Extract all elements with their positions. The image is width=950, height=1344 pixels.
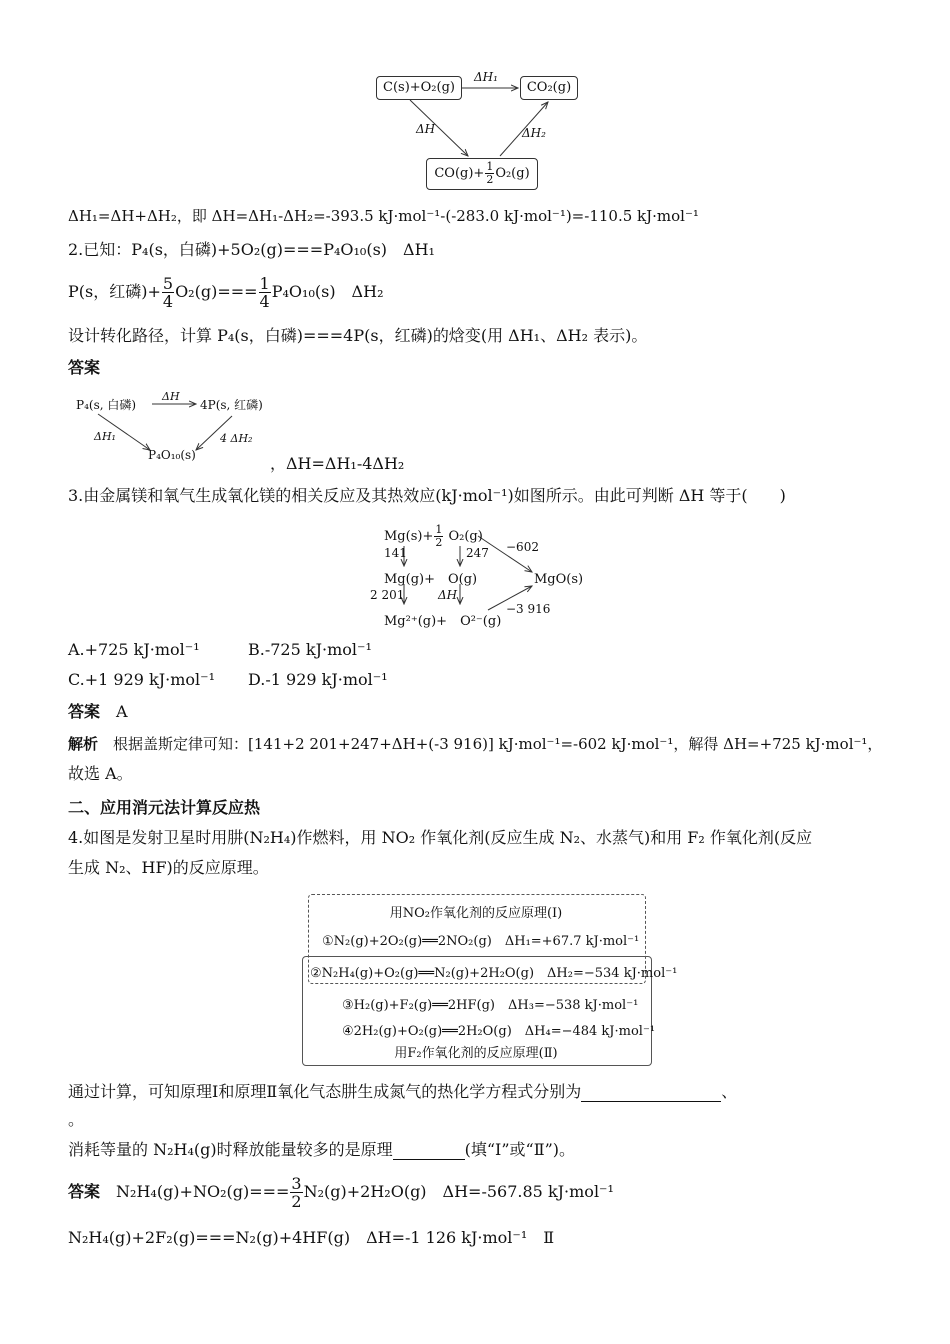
box-title-ii: 用F₂作氧化剂的反应原理(Ⅱ): [394, 1046, 558, 1061]
q4-stem-2: 生成 N₂、HF)的反应原理。: [68, 858, 269, 877]
blank-2[interactable]: [393, 1159, 465, 1160]
q2-diag-left: P₄(s, 白磷): [76, 398, 137, 412]
q3-bottom-row: Mg²⁺(g)+ O²⁻(g): [384, 614, 502, 629]
q4-stem-1: 4.如图是发射卫星时用肼(N₂H₄)作燃料，用 NO₂ 作氧化剂(反应生成 N₂、水蒸气)和用 F₂ 作氧化剂(反应: [68, 828, 813, 847]
q2-answer-text: ，ΔH=ΔH₁-4ΔH₂: [270, 454, 405, 473]
frac-1-num: 1: [259, 274, 270, 293]
q3-answer: [68, 702, 128, 722]
q4-question-3-tail: (填“Ⅰ”或“Ⅱ”)。: [464, 1140, 576, 1159]
q3-label-247: 247: [466, 546, 489, 560]
q3-stem: 3.由金属镁和氧气生成氧化镁的相关反应及其热效应(kJ·mol⁻¹)如图所示。由此可判断 ΔH 等于( ): [68, 486, 786, 505]
q3-option-a: A.+725 kJ·mol⁻¹: [68, 640, 200, 659]
q2-label-dh1: ΔH₁: [94, 430, 116, 443]
reaction-4: ④2H₂(g)+O₂(g)══2H₂O(g) ΔH₄=−484 kJ·mol⁻¹: [342, 1024, 656, 1039]
q3-analysis-2: 故选 A。: [68, 764, 133, 783]
q2-answer-label: 答案: [68, 358, 101, 377]
q3-half-den: 2: [435, 536, 443, 549]
q3-option-d: D.-1 929 kJ·mol⁻¹: [248, 670, 388, 689]
label-dh2: ΔH₂: [522, 126, 546, 140]
q2-question: 设计转化路径，计算 P₄(s，白磷)===4P(s，红磷)的焓变(用 ΔH₁、ΔH₂ 表示)。: [68, 326, 648, 345]
q2-label-4dh2: 4 ΔH₂: [220, 432, 253, 445]
q3-analysis: [68, 734, 882, 754]
node-co2: CO₂(g): [520, 76, 578, 100]
q4-question-3: [68, 1140, 575, 1160]
frac-2-den: 2: [291, 1192, 302, 1211]
frac-5-num: 5: [162, 274, 174, 293]
q3-product: MgO(s): [534, 572, 584, 587]
node-c-o2: C(s)+O₂(g): [376, 76, 462, 100]
q4-answer-label: 答案: [68, 1182, 101, 1201]
blank-1[interactable]: [581, 1101, 721, 1102]
frac-3-num: 3: [291, 1174, 302, 1193]
q2-label-dh: ΔH: [162, 390, 180, 403]
result-line-1: ΔH₁=ΔH+ΔH₂，即 ΔH=ΔH₁-ΔH₂=-393.5 kJ·mol⁻¹-(-283.0 kJ·mol⁻¹)=-110.5 kJ·mol⁻¹: [68, 207, 699, 225]
frac-4-den: 4: [162, 292, 174, 311]
q3-top-o2: O₂(g): [448, 529, 483, 544]
q3-analysis-label: 解析: [68, 735, 99, 753]
q4-question-1: [68, 1082, 737, 1102]
q3-answer-label: 答案: [68, 702, 101, 721]
q4-question-2: 。: [68, 1110, 85, 1129]
reaction-3: ③H₂(g)+F₂(g)══2HF(g) ΔH₃=−538 kJ·mol⁻¹: [342, 998, 639, 1013]
q3-option-c: C.+1 929 kJ·mol⁻¹: [68, 670, 216, 689]
section-heading-2: 二、应用消元法计算反应热: [68, 798, 261, 817]
q4-answer-1: [68, 1172, 614, 1212]
node-co-text: CO(g)+: [434, 166, 485, 181]
half-num: 1: [486, 160, 494, 173]
node-o2-text: O₂(g): [495, 166, 530, 181]
frac-4b-den: 4: [259, 292, 270, 311]
q3-half-num: 1: [435, 523, 443, 536]
reaction-2: ②N₂H₄(g)+O₂(g)══N₂(g)+2H₂O(g) ΔH₂=−534 kJ·mol⁻¹: [310, 966, 678, 981]
label-dh1: ΔH₁: [474, 70, 498, 84]
q2-given-2b: O₂(g)===: [175, 282, 258, 301]
q3-label-3916: −3 916: [506, 602, 551, 616]
q3-label-602: −602: [506, 540, 539, 554]
reaction-1: ①N₂(g)+2O₂(g)══2NO₂(g) ΔH₁=+67.7 kJ·mol⁻¹: [322, 934, 640, 949]
q3-option-b: B.-725 kJ·mol⁻¹: [248, 640, 372, 659]
q4-answer-2: N₂H₄(g)+2F₂(g)===N₂(g)+4HF(g) ΔH=-1 126 kJ·mol⁻¹ Ⅱ: [68, 1228, 555, 1247]
q4-answer-1b: N₂(g)+2H₂O(g) ΔH=-567.85 kJ·mol⁻¹: [303, 1182, 614, 1201]
q3-mid-row: Mg(g)+ O(g): [384, 572, 478, 587]
label-dh: ΔH: [416, 122, 436, 136]
q3-label-2201: 2 201: [370, 588, 405, 602]
q2-given-2c: P₄O₁₀(s) ΔH₂: [271, 282, 384, 301]
q2-given-2a: P(s，红磷)+: [68, 282, 161, 301]
q4-question-3-text: 消耗等量的 N₂H₄(g)时释放能量较多的是原理: [68, 1140, 393, 1159]
q3-label-141: 141: [384, 546, 407, 560]
q3-answer-value: A: [116, 702, 128, 721]
q4-question-1-sep: 、: [721, 1082, 738, 1101]
q3-analysis-text: 根据盖斯定律可知：[141+2 201+247+ΔH+(-3 916)] kJ·mol⁻¹=-602 kJ·mol⁻¹，解得 ΔH=+725 kJ·mol⁻¹，: [113, 735, 883, 753]
q3-label-dh: ΔH: [438, 588, 458, 602]
q3-top-mg: Mg(s)+: [384, 529, 434, 544]
q2-diag-bottom: P₄O₁₀(s): [148, 448, 196, 462]
q2-diag-right: 4P(s, 红磷): [200, 398, 263, 412]
box-title-i: 用NO₂作氧化剂的反应原理(Ⅰ): [389, 906, 563, 921]
q4-question-1-text: 通过计算，可知原理Ⅰ和原理Ⅱ氧化气态肼生成氮气的热化学方程式分别为: [68, 1082, 582, 1101]
q2-given-1: 2.已知：P₄(s，白磷)+5O₂(g)===P₄O₁₀(s) ΔH₁: [68, 240, 435, 259]
q4-answer-1a: N₂H₄(g)+NO₂(g)===: [116, 1182, 290, 1201]
half-den: 2: [486, 173, 494, 186]
